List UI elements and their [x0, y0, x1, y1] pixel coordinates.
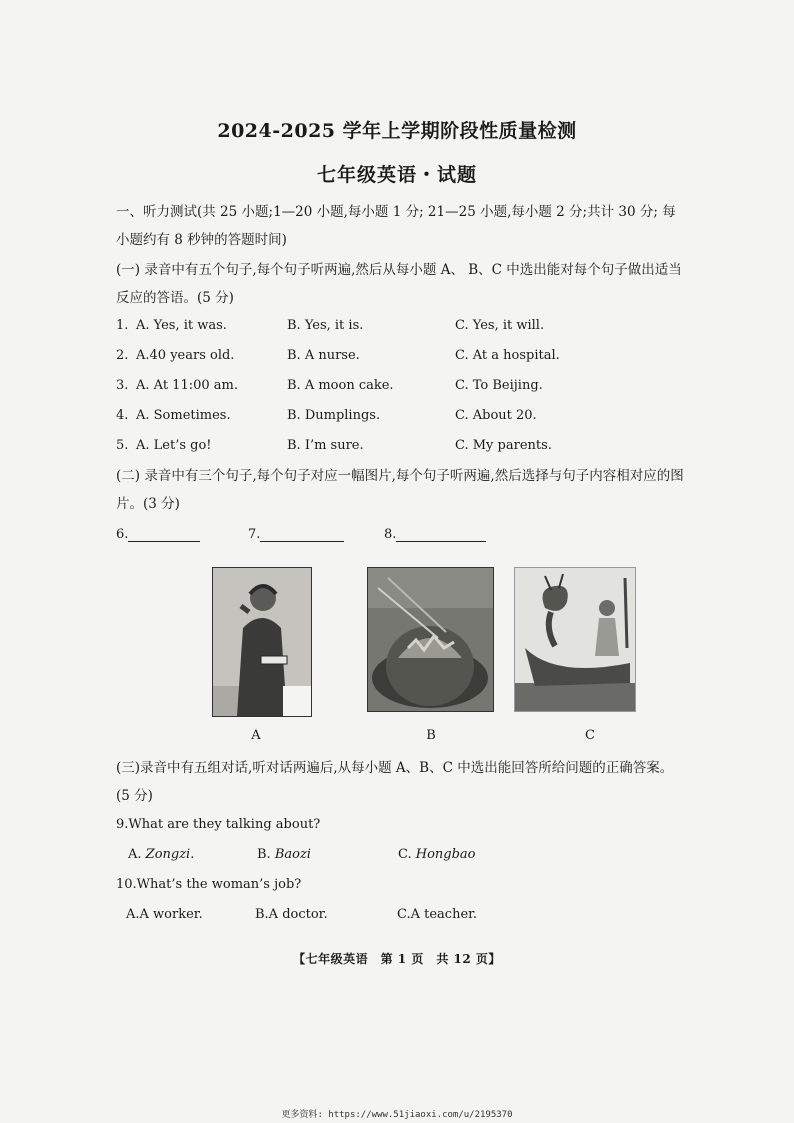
exam-subtitle: 七年级英语・试题	[316, 164, 477, 186]
option-c: C. My parents.	[455, 438, 552, 453]
option-b: B. Dumplings.	[287, 408, 381, 423]
answer-blank-6[interactable]	[116, 527, 200, 542]
exam-title: 2024-2025 学年上学期阶段性质量检测	[217, 120, 577, 142]
option-a: A. Yes, it was.	[136, 318, 227, 333]
dragon-boat-photo	[514, 567, 636, 712]
dish-food-photo	[367, 567, 494, 712]
picture-label-c: C	[585, 728, 595, 743]
source-link[interactable]: 更多资料: https://www.51jiaoxi.com/u/2195370	[281, 1110, 513, 1120]
part1-instruction: (一) 录音中有五个句子,每个句子听两遍,然后从每小题 A、 B、C 中选出能对每个句子做出适当反应的答语。(5 分)	[116, 262, 682, 306]
blank-number: 8.	[384, 527, 397, 542]
option-c: C. About 20.	[455, 408, 537, 423]
option-b: B. A moon cake.	[287, 378, 394, 393]
page-footer: 【七年级英语 第 1 页 共 12 页】	[293, 952, 501, 966]
option-c: C. Yes, it will.	[455, 318, 545, 333]
question-number: 5.	[116, 438, 129, 453]
question-number: 1.	[116, 318, 129, 333]
option-b: B. I’m sure.	[287, 438, 364, 453]
blank-number: 6.	[116, 527, 129, 542]
person-reading-photo	[212, 567, 312, 717]
question-9-text: 9.What are they talking about?	[116, 817, 321, 832]
question-number: 2.	[116, 348, 129, 363]
option-a: A. Let’s go!	[136, 438, 212, 453]
q9-option-c: C. Hongbao	[398, 847, 476, 862]
part2-instruction: (二) 录音中有三个句子,每个句子对应一幅图片,每个句子听两遍,然后选择与句子内容相对应的图片。(3 分)	[116, 468, 684, 512]
answer-blank-7[interactable]	[248, 527, 344, 542]
question-number: 4.	[116, 408, 129, 423]
option-b: B. Yes, it is.	[287, 318, 364, 333]
answer-blank-8[interactable]	[384, 527, 486, 542]
q10-option-a: A.A worker.	[126, 907, 203, 922]
option-a: A. Sometimes.	[136, 408, 231, 423]
q9-option-b: B. Baozi	[257, 847, 311, 862]
blank-number: 7.	[248, 527, 261, 542]
part3-instruction: (三)录音中有五组对话,听对话两遍后,从每小题 A、B、C 中选出能回答所给问题的正确答案。(5 分)	[116, 760, 674, 804]
option-c: C. To Beijing.	[455, 378, 543, 393]
q9-option-a: A. Zongzi.	[128, 847, 195, 862]
q10-option-c: C.A teacher.	[397, 907, 478, 922]
section-listening-heading: 一、听力测试(共 25 小题;1—20 小题,每小题 1 分; 21—25 小题,每小题 2 分;共计 30 分; 每小题约有 8 秒钟的答题时间)	[116, 204, 676, 248]
option-a: A.40 years old.	[136, 348, 235, 363]
q10-option-b: B.A doctor.	[255, 907, 328, 922]
picture-label-a: A	[251, 728, 261, 743]
option-a: A. At 11:00 am.	[136, 378, 238, 393]
option-c: C. At a hospital.	[455, 348, 560, 363]
option-b: B. A nurse.	[287, 348, 360, 363]
question-10-text: 10.What’s the woman’s job?	[116, 877, 302, 892]
picture-label-b: B	[426, 728, 436, 743]
question-number: 3.	[116, 378, 129, 393]
